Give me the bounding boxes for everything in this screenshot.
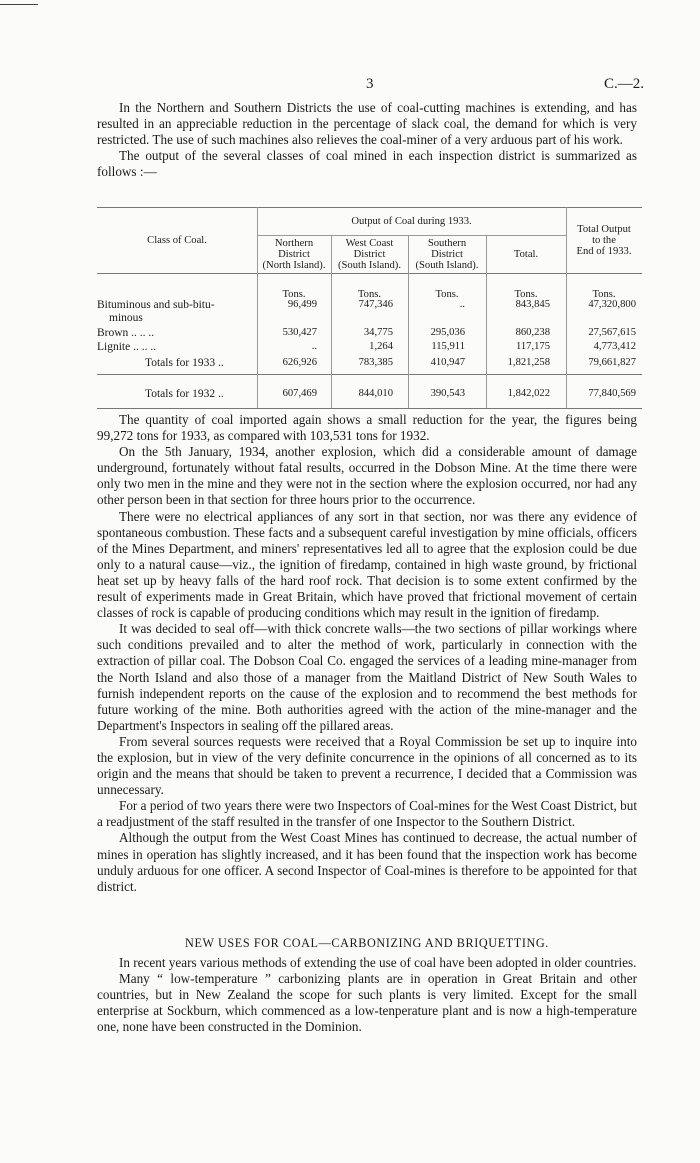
cell-cumulative: 27,567,615 xyxy=(588,327,636,338)
cell-total: 1,821,258 xyxy=(507,357,550,368)
cell-north: 96,499 xyxy=(287,299,317,310)
header-total-output: Total Output to the End of 1933. xyxy=(576,224,632,257)
cell-south: 115,911 xyxy=(431,341,465,352)
unit-label: Tons. xyxy=(592,289,616,300)
cell-total: 117,175 xyxy=(515,341,550,352)
totals-1932-label: Totals for 1932 .. xyxy=(145,388,224,400)
paragraph: There were no electrical appliances of any sort in that section, nor was there any evidence of spontaneous combustion. These facts and a subsequent careful investigation by mine officials, officers of the Mines Department, and miners' representatives led all to agree that the explosion could be due only to a natural cause—viz., the ignition of firedamp, contained in high waste ground, by frictional heat set up by heavy falls of the hard roof rock. That decision is to some extent confirmed by the result of experiments made in Great Britain, which have proved that frictional movement of certain classes of rock is capable of producing conditions which may result in the ignition of firedamp. xyxy=(97,508,637,621)
row-label: Bituminous and sub-bitu- xyxy=(97,299,215,311)
cell-south: 295,036 xyxy=(430,327,465,338)
cell-south: .. xyxy=(459,299,465,310)
header-class-of-coal: Class of Coal. xyxy=(147,235,207,246)
totals-1933-label: Totals for 1933 .. xyxy=(145,357,224,369)
cell-north: .. xyxy=(311,341,317,352)
cell-cumulative: 47,320,800 xyxy=(588,299,636,310)
header-west-coast-district: West Coast District (South Island). xyxy=(338,238,401,271)
top-edge-rule xyxy=(0,4,38,5)
cell-north: 626,926 xyxy=(282,357,317,368)
paragraph: The output of the several classes of coal mined in each inspection district is summarized as follows :— xyxy=(97,148,637,180)
cell-north: 607,469 xyxy=(282,388,317,399)
cell-cumulative: 4,773,412 xyxy=(593,341,636,352)
cell-total: 843,845 xyxy=(515,299,550,310)
row-label: Brown .. .. .. xyxy=(97,327,155,339)
header-southern-district: Southern District (South Island). xyxy=(415,238,479,271)
row-label-continued: minous xyxy=(109,312,143,324)
intro-text xyxy=(97,100,637,180)
cell-total: 860,238 xyxy=(515,327,550,338)
cell-north: 530,427 xyxy=(282,327,317,338)
cell-west: 1,264 xyxy=(369,341,393,352)
body-text xyxy=(97,412,637,895)
header-total: Total. xyxy=(513,249,539,260)
cell-cumulative: 79,661,827 xyxy=(588,357,636,368)
unit-label: Tons. xyxy=(435,289,459,300)
unit-label: Tons. xyxy=(282,289,306,300)
paragraph: The quantity of coal imported again shows a small reduction for the year, the figures being 99,272 tons for 1933, as compared with 103,531 tons for 1932. xyxy=(97,412,637,444)
paragraph: It was decided to seal off—with thick concrete walls—the two sections of pillar workings where such conditions prevailed and to alter the method of work, particularly in connection with the extraction of pillar coal. The Dobson Coal Co. engaged the services of a leading mine-manager from the North Island and also those of a manager from the Maitland District of New South Wales to furnish independent reports on the cause of the explosion and to recommend the best methods for future working of the mine. Both authorities agreed with the action of the mine-manager and the Department's Inspectors in sealing off the pillared areas. xyxy=(97,621,637,733)
paragraph: In recent years various methods of extending the use of coal have been adopted in older countries. xyxy=(119,955,637,970)
paragraph: Many “ low-temperature ” carbonizing plants are in operation in Great Britain and other countries, but in New Zealand the scope for such plants is very limited. Except for the small enterprise at Sockburn, which commenced as a low-tenperature plant and is now a high-temperature one, none have been constructed in the Dominion. xyxy=(97,971,637,1035)
cell-west: 747,346 xyxy=(358,299,393,310)
cell-west: 844,010 xyxy=(358,388,393,399)
paragraph: In the Northern and Southern Districts the use of coal-cutting machines is extending, and has resulted in an appreciable reduction in the percentage of slack coal, the demand for which is very restricted. The use of such machines also relieves the coal-miner of a very arduous part of his work. xyxy=(97,100,637,148)
section-heading: NEW USES FOR COAL—CARBONIZING AND BRIQUETTING. xyxy=(185,936,549,950)
page-number: 3 xyxy=(366,76,374,92)
row-label: Lignite .. .. .. xyxy=(97,341,157,353)
cell-total: 1,842,022 xyxy=(507,388,550,399)
cell-west: 34,775 xyxy=(363,327,393,338)
cell-south: 410,947 xyxy=(430,357,465,368)
paragraph: For a period of two years there were two Inspectors of Coal-mines for the West Coast District, but a readjustment of the staff resulted in the transfer of one Inspector to the Southern District. xyxy=(97,798,637,830)
paragraph: Although the output from the West Coast Mines has continued to decrease, the actual number of mines in operation has slightly increased, and it has been found that the inspection work has become unduly arduous for one officer. A second Inspector of Coal-mines is therefore to be appointed for that district. xyxy=(97,830,637,894)
cell-west: 783,385 xyxy=(358,357,393,368)
unit-label: Tons. xyxy=(514,289,538,300)
coal-output-table xyxy=(97,207,642,409)
unit-label: Tons. xyxy=(357,289,382,300)
header-output-1933: Output of Coal during 1933. xyxy=(351,216,472,227)
section-text xyxy=(97,955,637,1035)
header-northern-district: Northern District (North Island). xyxy=(262,238,326,271)
cell-cumulative: 77,840,569 xyxy=(588,388,636,399)
document-reference: C.—2. xyxy=(604,76,645,92)
cell-south: 390,543 xyxy=(430,388,465,399)
paragraph: From several sources requests were received that a Royal Commission be set up to inquire into the explosion, but in view of the very definite concurrence in the opinions of all concerned as to its origin and the means that should be taken to prevent a recurrence, I decided that a Commission was unnecessary. xyxy=(97,733,637,798)
paragraph: On the 5th January, 1934, another explosion, which did a considerable amount of damage underground, fortunately without fatal results, occurred in the Dobson Mine. At the time there were only two men in the mine and they were not in the section where the explosion occurred, nor had any other person been in that section for three hours prior to the occurrence. xyxy=(97,444,637,508)
